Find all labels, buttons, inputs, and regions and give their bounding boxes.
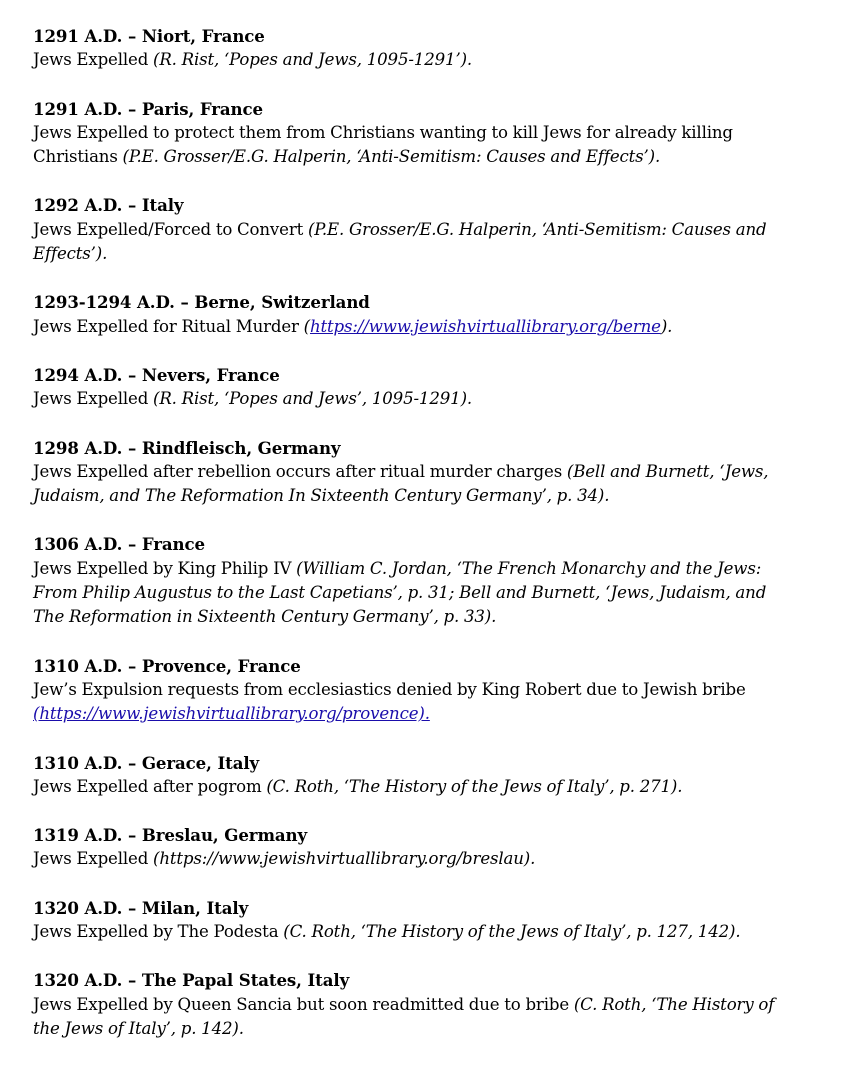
text-line: [33, 605, 833, 629]
entry-description: [33, 847, 833, 871]
description-text: Jews Expelled for Ritual Murder: [33, 316, 304, 336]
entry-description: [33, 315, 833, 339]
entry-heading: 1319 A.D. – Breslau, Germany: [33, 825, 308, 846]
entry-heading: 1291 A.D. – Paris, France: [33, 98, 263, 119]
entry-heading: 1320 A.D. – Milan, Italy: [33, 897, 249, 918]
citation-text: (R. Rist, ‘Popes and Jews’, 1095-1291).: [153, 389, 473, 409]
expulsion-entry: [33, 193, 833, 266]
description-text: Jews Expelled: [33, 389, 154, 409]
description-text: Jews Expelled after pogrom: [33, 776, 267, 796]
entry-heading: 1294 A.D. – Nevers, France: [33, 364, 280, 385]
description-text: Jews Expelled: [33, 50, 154, 70]
entry-heading: 1306 A.D. – France: [33, 534, 205, 555]
description-text: Christians: [33, 147, 123, 167]
expulsion-entry: [33, 654, 833, 727]
description-text: Jews Expelled by Queen Sancia but soon readmitted due to bribe: [33, 994, 574, 1014]
text-line: [33, 1017, 833, 1041]
description-text: Jews Expelled/Forced to Convert: [33, 219, 308, 239]
entry-heading: 1320 A.D. – The Papal States, Italy: [33, 970, 350, 991]
citation-text: (: [303, 316, 310, 336]
text-line: [33, 993, 833, 1017]
source-link[interactable]: (https://www.jewishvirtuallibrary.org/provence).: [33, 704, 430, 724]
text-line: [33, 48, 833, 72]
text-line: [33, 460, 833, 484]
citation-text: (C. Roth, ‘The History of the Jews of Italy’, p. 271).: [266, 776, 683, 796]
entry-description: [33, 460, 833, 509]
citation-text: (C. Roth, ‘The History of: [573, 994, 775, 1014]
expulsion-entry: [33, 97, 833, 170]
citation-text: (C. Roth, ‘The History of the Jews of Italy’, p. 127, 142).: [283, 922, 741, 942]
text-line: [33, 775, 833, 799]
description-text: Jews Expelled after rebellion occurs after ritual murder charges: [33, 461, 567, 481]
citation-text: (P.E. Grosser/E.G. Halperin, ‘Anti-Semitism: Causes and: [307, 219, 767, 239]
citation-text: the Jews of Italy’, p. 142).: [33, 1018, 244, 1038]
text-line: [33, 920, 833, 944]
citation-text: ).: [660, 316, 673, 336]
description-text: Jews Expelled by King Philip IV: [33, 558, 297, 578]
expulsion-entry: [33, 896, 833, 945]
entry-heading: 1310 A.D. – Provence, France: [33, 655, 301, 676]
entry-description: [33, 48, 833, 72]
citation-text: From Philip Augustus to the Last Capetians’, p. 31; Bell and Burnett, ‘Jews, Judaism, and: [33, 583, 767, 603]
text-line: [33, 315, 833, 339]
entry-description: [33, 920, 833, 944]
expulsion-entry: [33, 290, 833, 339]
entry-heading: 1298 A.D. – Rindfleisch, Germany: [33, 437, 341, 458]
entry-description: [33, 121, 833, 170]
citation-text: (R. Rist, ‘Popes and Jews, 1095-1291’).: [153, 50, 473, 70]
description-text: Jews Expelled to protect them from Christians wanting to kill Jews for already killing: [33, 122, 733, 142]
citation-text: (https://www.jewishvirtuallibrary.org/breslau).: [153, 849, 536, 869]
citation-text: The Reformation in Sixteenth Century Germany’, p. 33).: [33, 607, 497, 627]
entry-heading: 1291 A.D. – Niort, France: [33, 26, 265, 46]
description-text: Jews Expelled by The Podesta: [33, 922, 284, 942]
text-line: [33, 242, 833, 266]
description-text: Jew’s Expulsion requests from ecclesiastics denied by King Robert due to Jewish bribe: [33, 679, 746, 699]
text-line: [33, 678, 833, 702]
entry-description: [33, 387, 833, 411]
entry-description: [33, 218, 833, 267]
expulsion-entry: [33, 24, 833, 73]
expulsion-entry: [33, 823, 833, 872]
source-link[interactable]: https://www.jewishvirtuallibrary.org/berne: [309, 316, 661, 336]
text-line: [33, 484, 833, 508]
citation-text: Effects’).: [33, 244, 108, 264]
entry-heading: 1293-1294 A.D. – Berne, Switzerland: [33, 292, 370, 313]
text-line: [33, 702, 833, 726]
text-line: [33, 557, 833, 581]
document-page: [33, 24, 833, 1065]
entry-description: [33, 678, 833, 727]
text-line: [33, 581, 833, 605]
text-line: [33, 387, 833, 411]
description-text: Jews Expelled: [33, 849, 154, 869]
citation-text: (William C. Jordan, ‘The French Monarchy and the Jews:: [296, 558, 762, 578]
entry-heading: 1310 A.D. – Gerace, Italy: [33, 752, 260, 773]
entry-heading: 1292 A.D. – Italy: [33, 195, 184, 216]
entry-description: [33, 993, 833, 1042]
expulsion-entry: [33, 751, 833, 800]
citation-text: (Bell and Burnett, ‘Jews,: [566, 461, 769, 481]
entry-description: [33, 775, 833, 799]
text-line: [33, 145, 833, 169]
citation-text: Judaism, and The Reformation In Sixteenth Century Germany’, p. 34).: [33, 486, 610, 506]
text-line: [33, 218, 833, 242]
entry-description: [33, 557, 833, 630]
text-line: [33, 121, 833, 145]
expulsion-entry: [33, 532, 833, 629]
expulsion-entry: [33, 436, 833, 509]
citation-text: (P.E. Grosser/E.G. Halperin, ‘Anti-Semitism: Causes and Effects’).: [122, 147, 661, 167]
expulsion-entry: [33, 363, 833, 412]
expulsion-entry: [33, 968, 833, 1041]
text-line: [33, 847, 833, 871]
